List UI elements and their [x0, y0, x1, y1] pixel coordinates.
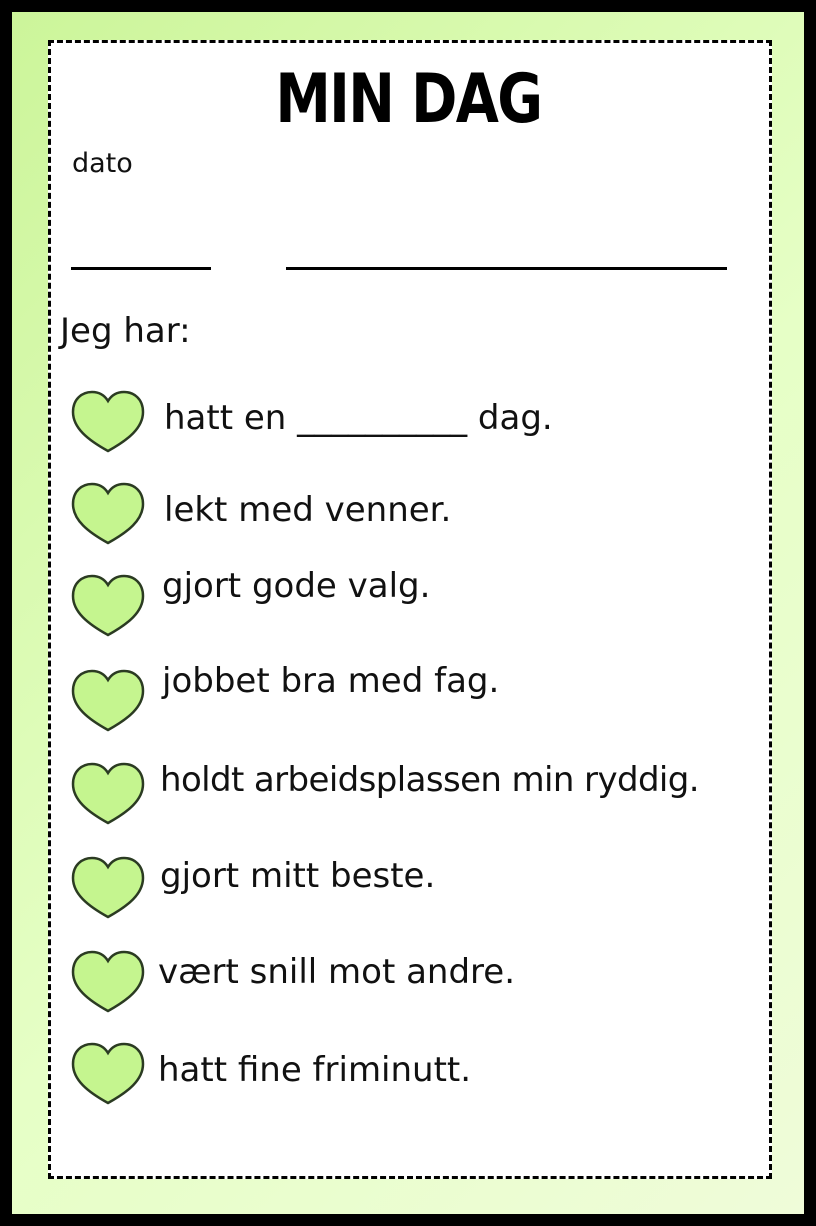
checklist-item-label: hatt en __________ dag. — [164, 398, 553, 438]
checklist-item-label: hatt fine friminutt. — [158, 1050, 472, 1090]
intro-text: Jeg har: — [60, 311, 191, 351]
heart-icon[interactable] — [70, 572, 146, 640]
checklist-item[interactable] — [70, 760, 770, 830]
heart-icon[interactable] — [70, 480, 146, 548]
checklist-item-label: lekt med venner. — [164, 490, 452, 530]
checklist-item-label: gjort gode valg. — [162, 566, 431, 606]
name-writing-line — [286, 267, 727, 270]
checklist-item[interactable] — [70, 1040, 770, 1110]
checklist-item-label: jobbet bra med fag. — [162, 661, 500, 701]
heart-icon[interactable] — [70, 388, 146, 456]
heart-icon[interactable] — [70, 1040, 146, 1108]
checklist-item[interactable] — [70, 948, 770, 1018]
checklist-item[interactable] — [70, 854, 770, 924]
checklist-item-label: holdt arbeidsplassen min ryddig. — [160, 760, 699, 800]
heart-icon[interactable] — [70, 854, 146, 922]
heart-icon[interactable] — [70, 760, 146, 828]
checklist-item[interactable] — [70, 661, 770, 737]
checklist-item[interactable] — [70, 388, 770, 458]
checklist-item-label: vært snill mot andre. — [158, 952, 516, 992]
heart-icon[interactable] — [70, 667, 146, 735]
checklist-item[interactable] — [70, 566, 770, 642]
heart-icon[interactable] — [70, 948, 146, 1016]
page-title: MIN DAG — [275, 60, 542, 139]
checklist-item-label: gjort mitt beste. — [160, 856, 436, 896]
checklist-item[interactable] — [70, 480, 770, 550]
date-label: dato — [72, 148, 133, 179]
date-writing-line — [71, 267, 211, 270]
